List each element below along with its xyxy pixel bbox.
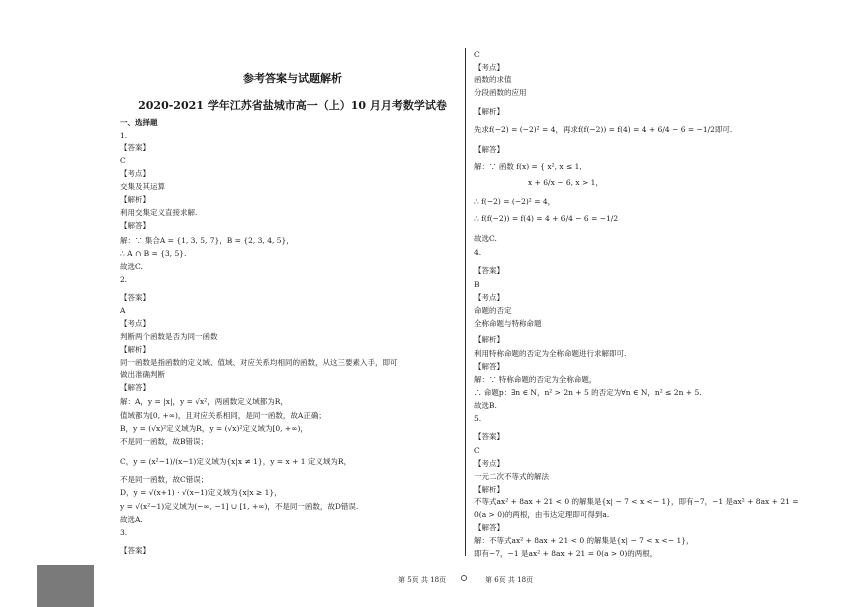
analysis-label: 【解析】 <box>120 345 150 354</box>
analysis-label: 【解析】 <box>474 335 504 344</box>
question-number: 5. <box>474 414 482 423</box>
topic-label: 【考点】 <box>474 459 504 468</box>
solution-line: 值域都为[0, +∞)，且对应关系相同，是同一函数，故A正确； <box>120 411 326 420</box>
solution-line: C，y = (x²−1)/(x−1)定义域为{x|x ≠ 1}，y = x + 1 定义域为R， <box>120 457 352 466</box>
question-number: 1. <box>120 131 128 140</box>
topic-text: 函数的求值 <box>474 75 512 84</box>
solution-line: ∴ f(f(−2)) = f(4) = 4 + 6/4 − 6 = −1/2 <box>474 214 619 223</box>
question-number: 3. <box>120 528 128 537</box>
solution-line: 解：∵ 函数 f(x) = { x², x ≤ 1, <box>474 162 582 171</box>
topic-text: 交集及其运算 <box>120 182 165 191</box>
question-number: 4. <box>474 248 482 257</box>
analysis-text: 同一函数是指函数的定义域、值域、对应关系均相同的函数，从这三要素入手，即可 <box>120 358 398 367</box>
topic-text: 分段函数的应用 <box>474 88 527 97</box>
analysis-label: 【解析】 <box>474 485 504 494</box>
answer-label: 【答案】 <box>120 546 150 555</box>
topic-text: 命题的否定 <box>474 306 512 315</box>
solution-line: 解：∵ 集合A = {1, 3, 5, 7}，B = {2, 3, 4, 5}， <box>120 236 294 245</box>
right-page-number: 第 6页 共 18页 <box>485 576 534 584</box>
analysis-text: 利用特称命题的否定为全称命题进行求解即可. <box>474 349 627 358</box>
solution-line: 不是同一函数，故B错误； <box>120 437 209 446</box>
answer-label: 【答案】 <box>120 293 150 302</box>
answer-label: 【答案】 <box>120 143 150 152</box>
solution-line: 即有−7，−1 是ax² + 8ax + 21 = 0(a > 0)的两根， <box>474 549 658 558</box>
topic-text: 判断两个函数是否为同一函数 <box>120 332 218 341</box>
answer-value: C <box>474 446 480 455</box>
topic-label: 【考点】 <box>120 319 150 328</box>
solution-line: ∴ 命题p：∃n ∈ N，n² > 2n + 5 的否定为∀n ∈ N，n² ≤ 2n + 5. <box>474 388 702 397</box>
topic-label: 【考点】 <box>474 63 504 72</box>
answer-label: 【答案】 <box>474 266 504 275</box>
solution-label: 【解答】 <box>474 362 504 371</box>
solution-line: 故选A. <box>120 515 143 524</box>
analysis-text: 做出准确判断 <box>120 370 165 379</box>
solution-label: 【解答】 <box>120 383 150 392</box>
gutter-circle-icon <box>461 575 467 581</box>
solution-line: ∴ A ∩ B = {3, 5}. <box>120 249 187 258</box>
solution-line: 不是同一函数，故C错误； <box>120 475 209 484</box>
analysis-label: 【解析】 <box>120 195 150 204</box>
solution-label: 【解答】 <box>120 221 150 230</box>
gray-block <box>37 565 94 607</box>
answer-value: C <box>120 156 126 165</box>
solution-line: D，y = √(x+1) · √(x−1)定义域为{x|x ≥ 1}， <box>120 488 282 497</box>
analysis-label: 【解析】 <box>474 107 504 116</box>
solution-line: 故选B. <box>474 401 497 410</box>
solution-line: 解：不等式ax² + 8ax + 21 < 0 的解集是{x| − 7 < x <− 1}， <box>474 536 694 545</box>
answer-section-title: 参考答案与试题解析 <box>243 72 342 85</box>
solution-line: ∴ f(−2) = (−2)² = 4， <box>474 197 556 206</box>
analysis-text: 先求f(−2) = (−2)² = 4，再求f(f(−2)) = f(4) = 4 + 6/4 − 6 = −1/2即可. <box>474 125 733 134</box>
page-divider <box>465 48 466 556</box>
solution-label: 【解答】 <box>474 523 504 532</box>
solution-line: B，y = (√x)²定义域为R，y = (√x)²定义域为[0, +∞)， <box>120 424 308 433</box>
solution-line: 解：∵ 特称命题的否定为全称命题， <box>474 375 597 384</box>
solution-line: x + 6/x − 6, x > 1， <box>528 178 603 187</box>
analysis-text: 不等式ax² + 8ax + 21 < 0 的解集是{x| − 7 < x <− 1}，即有−7，−1 是ax² + 8ax + 21 = <box>474 497 799 506</box>
answer-label: 【答案】 <box>474 432 504 441</box>
solution-line: y = √(x²−1)定义域为(−∞, −1] ∪ [1, +∞)，不是同一函数，故D错误. <box>120 502 359 511</box>
solution-line: 故选C. <box>474 234 497 243</box>
solution-label: 【解答】 <box>474 145 504 154</box>
topic-label: 【考点】 <box>474 293 504 302</box>
question-number: 2. <box>120 275 128 284</box>
analysis-text: 0(a > 0)的两根，由韦达定理即可得到a. <box>474 510 610 519</box>
answer-value: C <box>474 50 480 59</box>
analysis-text: 利用交集定义直接求解. <box>120 208 198 217</box>
left-page-number: 第 5页 共 18页 <box>398 576 447 584</box>
section-heading: 一、选择题 <box>120 118 158 127</box>
topic-label: 【考点】 <box>120 169 150 178</box>
answer-value: B <box>474 280 480 289</box>
topic-text: 全称命题与特称命题 <box>474 319 542 328</box>
answer-value: A <box>120 306 126 315</box>
solution-line: 故选C. <box>120 262 143 271</box>
solution-line: 解：A，y = |x|，y = √x²，两函数定义域都为R， <box>120 397 288 406</box>
topic-text: 一元二次不等式的解法 <box>474 472 549 481</box>
exam-title: 2020-2021 学年江苏省盐城市高一（上）10 月月考数学试卷 <box>138 99 447 112</box>
